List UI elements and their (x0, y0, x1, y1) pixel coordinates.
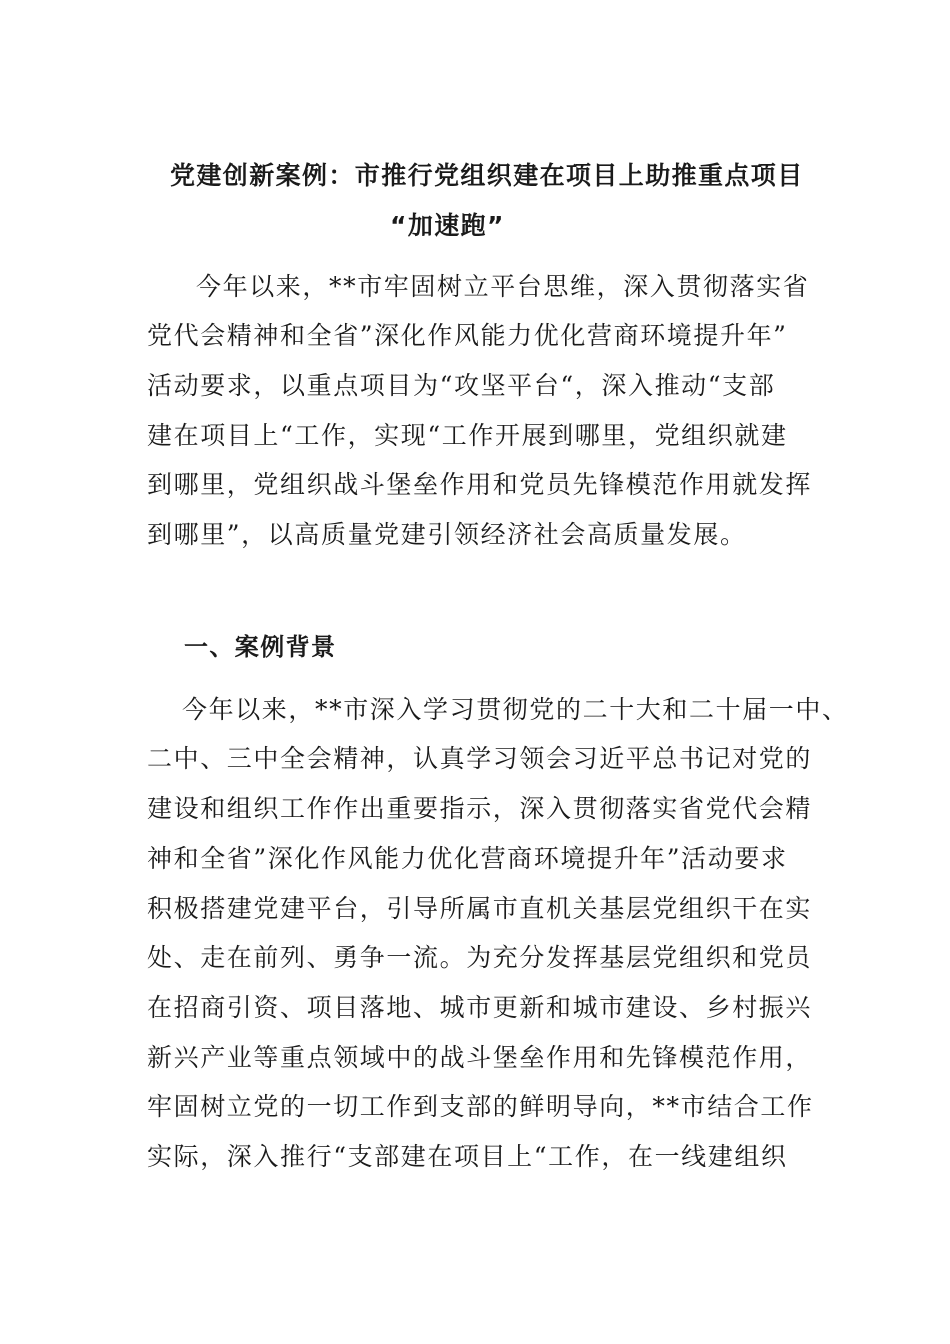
section1-line-8: 新兴产业等重点领域中的战斗堡垒作用和先锋模范作用， (147, 1043, 813, 1072)
section1-line-7: 在招商引资、项目落地、城市更新和城市建设、乡村振兴 (147, 993, 813, 1022)
section-heading-background: 一、案例背景 (184, 633, 337, 661)
section1-line-10: 实际，深入推行“支部建在项目上“工作，在一线建组织 (147, 1142, 788, 1171)
title-line-2: “加速跑” (390, 211, 505, 240)
intro-line-1: 今年以来，**市牢固树立平台思维，深入贯彻落实省 (196, 272, 810, 301)
title-line-1: 党建创新案例：市推行党组织建在项目上助推重点项目 (170, 161, 804, 190)
section1-line-9: 牢固树立党的一切工作到支部的鲜明导向，**市结合工作 (147, 1092, 814, 1121)
section1-line-2: 二中、三中全会精神，认真学习领会习近平总书记对党的 (147, 744, 813, 773)
intro-line-4: 建在项目上“工作，实现“工作开展到哪里，党组织就建 (147, 421, 788, 450)
section1-line-6: 处、走在前列、勇争一流。为充分发挥基层党组织和党员 (147, 943, 813, 972)
section1-line-1: 今年以来，**市深入学习贯彻党的二十大和二十届一中、 (182, 695, 849, 724)
intro-line-3: 活动要求，以重点项目为“攻坚平台“，深入推动“支部 (147, 371, 776, 400)
section1-line-5: 积极搭建党建平台，引导所属市直机关基层党组织干在实 (147, 894, 813, 923)
section1-line-4: 神和全省”深化作风能力优化营商环境提升年”活动要求 (147, 844, 788, 873)
section1-line-3: 建设和组织工作作出重要指示，深入贯彻落实省党代会精 (147, 794, 813, 823)
intro-line-2: 党代会精神和全省”深化作风能力优化营商环境提升年” (147, 321, 788, 350)
intro-line-5: 到哪里，党组织战斗堡垒作用和党员先锋模范作用就发挥 (147, 470, 813, 499)
intro-line-6: 到哪里”，以高质量党建引领经济社会高质量发展。 (147, 520, 747, 549)
